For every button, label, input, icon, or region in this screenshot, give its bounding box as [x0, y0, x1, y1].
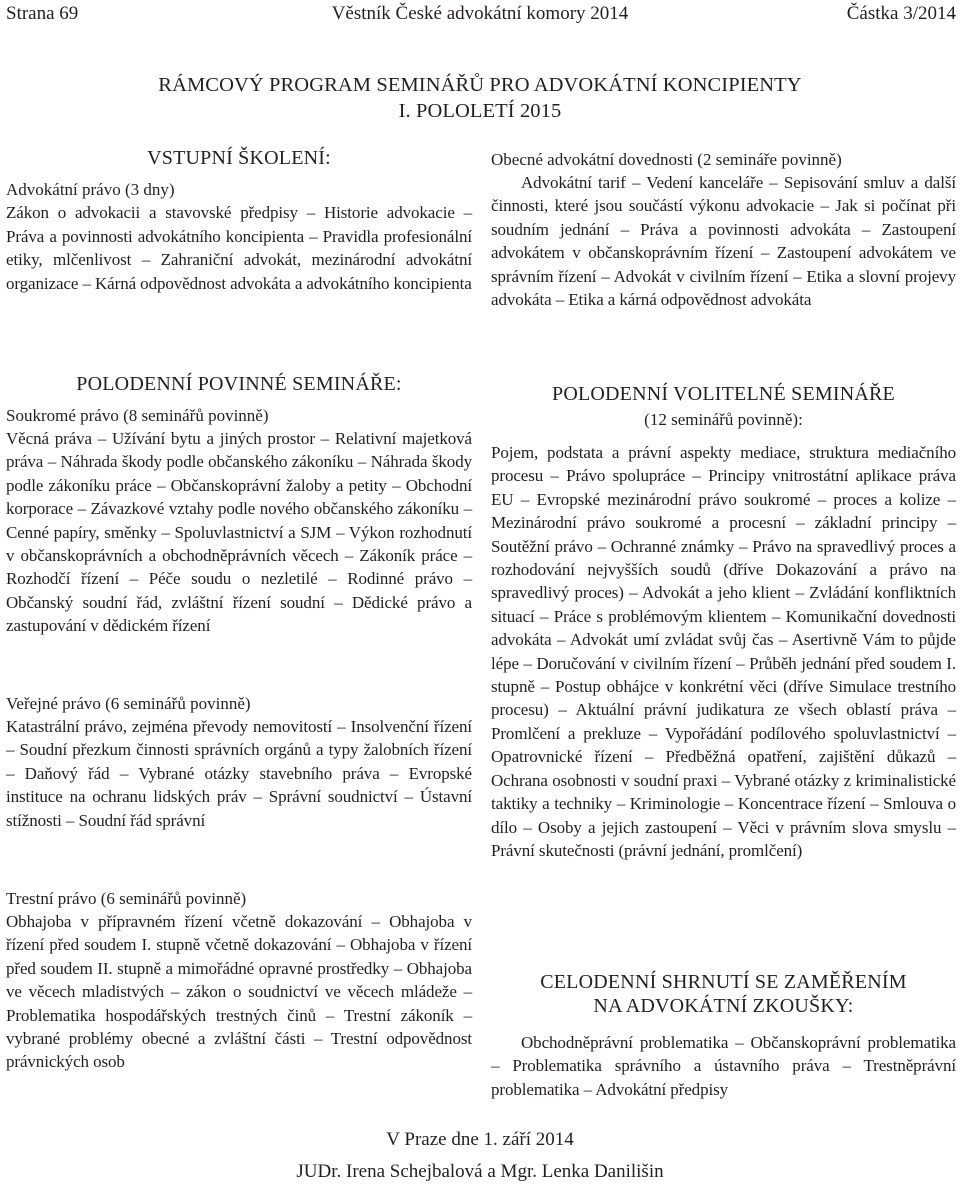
private-law-heading: Soukromé právo (8 seminářů povinně) — [6, 406, 269, 425]
elective-seminars-text: Pojem, podstata a právní aspekty mediace, struktura mediačního procesu – Právo spolupráce – Principy vnitrostátní aplikace práva EU – Evropské mezinárodní právo soukromé – proces a kolize – Mezinárodní právo soukromé a procesní – základní principy – Soutěžní právo – Ochranné známky – Právo na spravedlivý proces a rozhodování nejvyšších soudů (dříve Dokazování a právo na spravedlivý proces) – Advokát a jeho klient – Zvládání konfliktních situací – Práce s problémovým klientem – Komunikační dovednosti advokáta – Advokát umí zvládat svůj čas – Asertivně Vám to půjde lépe – Doručování v civilním řízení – Průběh jednání před soudem I. stupně – Postup obhájce v konkrétní věci (dříve Simulace trestního procesu) – Aktuální právní judikatura ze všech oblastí práva – Promlčení a prekluze – Vypořádání podílového spoluvlastnictví – Opatrovnické řízení – Předběžná opatření, zajištění důkazů – Ochrana osobnosti v soudní praxi – Vybrané otázky z kriminalistické taktiky a techniky – Kriminologie – Koncentrace řízení – Smlouva o dílo – Osoby a jejich zastoupení – Věci v právním slova smyslu – Právní skutečnosti (právní jednání, promlčení) — [491, 443, 956, 860]
advocacy-law-block — [6, 178, 472, 295]
general-skills-block — [491, 148, 956, 311]
criminal-law-text: Obhajoba v přípravném řízení včetně dokazování – Obhajoba v řízení před soudem I. stupně včetně dokazování – Obhajoba v řízení před soudem II. stupně a mimořádné opravné prostředky – Obhajoba ve věcech mladistvých – zákon o soudnictví ve věcech mládeže – Problematika hospodářských trestných činů – Trestní zákoník – vybrané problémy obecné a zvláštní části – Trestní odpovědnost právnických osob — [6, 912, 472, 1072]
summary-subheading: NA ADVOKÁTNÍ ZKOUŠKY: — [593, 995, 854, 1017]
private-law-text: Věcná práva – Užívání bytu a jiných prostor – Relativní majetková práva – Náhrada škody podle občanského zákoníku – Náhrada škody podle zákoníku práce – Občanskoprávní žaloby a petity – Obchodní korporace – Závazkové vztahy podle nového občanského zákoníku – Cenné papíry, směnky – Spoluvlastnictví a SJM – Výkon rozhodnutí v občanskoprávních a obchodněprávních věcech – Zákoník práce – Rozhodčí řízení – Péče soudu o nezletilé – Rodinné právo – Občanský soudní řád, zvláštní řízení soudní – Dědické právo a zastupování v dědickém řízení — [6, 429, 472, 636]
journal-name: Věstník České advokátní komory 2014 — [331, 3, 629, 24]
summary-heading: CELODENNÍ SHRNUTÍ SE ZAMĚŘENÍM — [540, 971, 907, 993]
document-title: RÁMCOVÝ PROGRAM SEMINÁŘŮ PRO ADVOKÁTNÍ KONCIPIENTY — [158, 74, 802, 96]
mandatory-seminars-heading: POLODENNÍ POVINNÉ SEMINÁŘE: — [76, 373, 402, 395]
advocacy-law-text: Zákon o advokacii a stavovské předpisy – Historie advokacie – Práva a povinnosti advokátního koncipienta – Pravidla profesionální etiky, mlčenlivost – Zahraniční advokát, mezinárodní advokátní organizace – Kárná odpovědnost advokáta a advokátního koncipienta — [6, 203, 472, 293]
issue-number: Částka 3/2014 — [846, 3, 956, 24]
general-skills-heading: Obecné advokátní dovednosti (2 semináře povinně) — [491, 150, 842, 169]
elective-seminars-heading: POLODENNÍ VOLITELNÉ SEMINÁŘE — [552, 383, 895, 405]
page-number: Strana 69 — [6, 3, 79, 24]
document-subtitle: I. POLOLETÍ 2015 — [398, 100, 562, 122]
public-law-heading: Veřejné právo (6 seminářů povinně) — [6, 694, 251, 713]
place-and-date: V Praze dne 1. září 2014 — [386, 1129, 574, 1150]
advocacy-law-heading: Advokátní právo (3 dny) — [6, 180, 175, 199]
public-law-block — [6, 692, 472, 832]
criminal-law-heading: Trestní právo (6 seminářů povinně) — [6, 889, 247, 908]
private-law-block — [6, 404, 472, 638]
elective-seminars-count: (12 seminářů povinně): — [644, 410, 803, 429]
public-law-text: Katastrální právo, zejména převody nemovitostí – Insolvenční řízení – Soudní přezkum činnosti správních orgánů a typy žalobních řízení – Daňový řád – Vybrané otázky stavebního práva – Evropské instituce na ochranu lidských práv – Správní soudnictví – Ústavní stížnosti – Soudní řád správní — [6, 717, 472, 830]
summary-text: Obchodněprávní problematika – Občanskoprávní problematika – Problematika správního a ústavního práva – Trestněprávní problematika – Advokátní předpisy — [491, 1033, 956, 1099]
entry-training-heading: VSTUPNÍ ŠKOLENÍ: — [147, 147, 331, 169]
general-skills-text: Advokátní tarif – Vedení kanceláře – Sepisování smluv a další činnosti, které jsou součástí výkonu advokacie – Jak si počínat při soudním jednání – Práva a povinnosti advokáta – Zastoupení advokátem v občanskoprávním řízení – Zastoupení advokátem ve správním řízení – Advokát v civilním řízení – Etika a slovní projevy advokáta – Etika a kárná odpovědnost advokáta — [491, 173, 956, 310]
criminal-law-block — [6, 887, 472, 1074]
signatories: JUDr. Irena Schejbalová a Mgr. Lenka Danilišin — [296, 1161, 664, 1182]
